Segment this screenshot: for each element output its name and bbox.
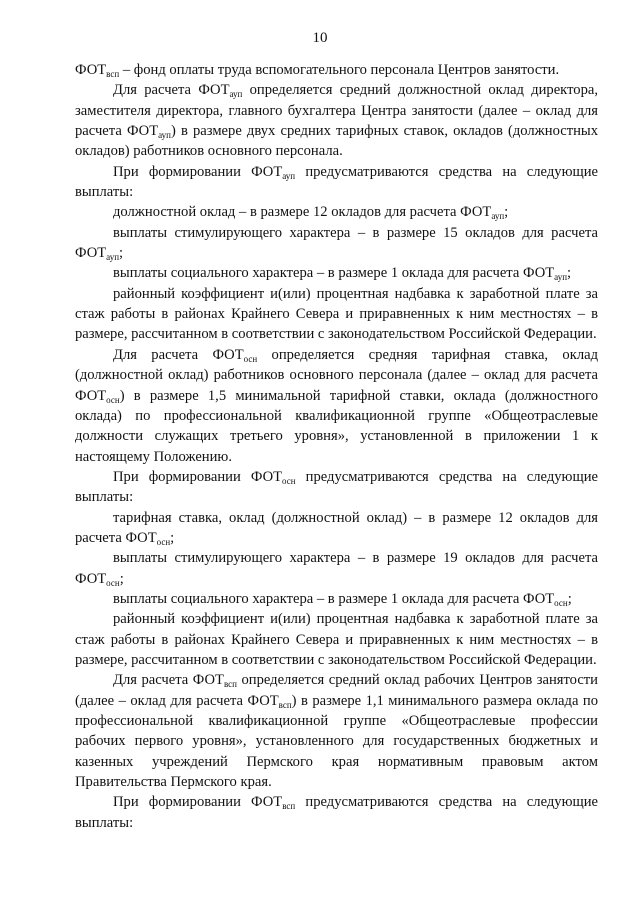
paragraph <box>75 223 598 264</box>
text-run: ; <box>119 245 124 262</box>
paragraph <box>75 548 598 589</box>
text-run: ; <box>504 204 509 221</box>
text-run: определяется средний должностной оклад директора, заместителя директора, главного бухгалтера Центра занятости (далее – оклад для расчета ФОТ <box>75 82 598 140</box>
subscript: осн <box>243 353 258 364</box>
text-run: должностной оклад – в размере 12 окладов для расчета ФОТ <box>113 204 492 221</box>
subscript: ауп <box>554 272 568 283</box>
text-run: – фонд оплаты труда вспомогательного персонала Центров занятости. <box>119 62 560 78</box>
subscript: ауп <box>229 89 243 100</box>
text-run: Для расчета ФОТ <box>113 672 224 689</box>
text-run: При формировании ФОТ <box>113 794 283 811</box>
subscript: осн <box>156 536 171 547</box>
paragraph <box>75 609 598 670</box>
text-run: выплаты стимулирующего характера – в размере 15 окладов для расчета ФОТ <box>75 224 598 262</box>
paragraph <box>75 263 598 283</box>
page-number: 10 <box>312 30 328 46</box>
paragraph <box>75 508 598 549</box>
subscript: осн <box>106 394 120 405</box>
text-run: Для расчета ФОТ <box>113 346 244 363</box>
text-run: ) в размере 1,1 минимального размера оклада по профессиональной квалификационной группе «Общеотраслевые профессии рабочих первого уровня», установленного для государственных бюджетных и казенных учреждений Пермского края нормативным правовым актом Правительства Пермского края. <box>75 692 598 791</box>
paragraph <box>75 345 598 467</box>
text-run: выплаты социального характера – в размере 1 оклада для расчета ФОТ <box>113 590 555 607</box>
text-run: определяется средний оклад рабочих Центров занятости (далее – оклад для расчета ФОТ <box>75 672 598 709</box>
subscript: ауп <box>282 170 296 181</box>
document-body <box>75 60 598 833</box>
text-run: ) в размере 1,5 минимальной тарифной ставки, оклада (должностного оклада) по профессиональной квалификационной группе «Общеотраслевые должности служащих третьего уровня», установленной в приложении 1 к настоящему Положению. <box>75 387 598 465</box>
text-run: ; <box>170 529 175 546</box>
text-run: выплаты стимулирующего характера – в размере 19 окладов для расчета ФОТ <box>75 550 598 587</box>
paragraph <box>75 467 598 508</box>
subscript: всп <box>282 801 296 812</box>
paragraph <box>75 792 598 833</box>
paragraph <box>75 670 598 792</box>
paragraph <box>75 162 598 203</box>
subscript: всп <box>223 679 237 690</box>
subscript: осн <box>554 597 568 608</box>
subscript: всп <box>278 699 292 710</box>
text-run: ; <box>567 265 572 282</box>
text-run: ; <box>567 590 572 607</box>
subscript: осн <box>282 475 296 486</box>
text-run: При формировании ФОТ <box>113 468 283 485</box>
text-run: тарифная ставка, оклад (должностной оклад) – в размере 12 окладов для расчета ФОТ <box>75 509 598 546</box>
text-run: ) в размере двух средних тарифных ставок, окладов (должностных окладов) работников основного персонала. <box>75 123 598 160</box>
text-run: предусматриваются средства на следующие выплаты: <box>75 468 598 506</box>
subscript: ауп <box>491 211 505 222</box>
paragraph <box>75 589 598 609</box>
text-run: предусматриваются средства на следующие выплаты: <box>75 163 598 201</box>
text-run: Для расчета ФОТ <box>113 82 230 99</box>
subscript: осн <box>106 577 120 588</box>
subscript: ауп <box>106 252 120 263</box>
text-run: предусматриваются средства на следующие выплаты: <box>75 794 598 831</box>
subscript: всп <box>106 69 120 79</box>
paragraph <box>75 60 598 80</box>
text-run: определяется средняя тарифная ставка, оклад (должностной оклад) работников основного персонала (далее – оклад для расчета ФОТ <box>75 346 599 404</box>
subscript: ауп <box>158 130 171 141</box>
paragraph <box>75 284 598 345</box>
paragraph <box>75 80 598 161</box>
text-run: выплаты социального характера – в размере 1 оклада для расчета ФОТ <box>113 265 555 282</box>
text-run: ; <box>119 570 124 587</box>
paragraph <box>75 202 598 222</box>
text-run: районный коэффициент и(или) процентная надбавка к заработной плате за стаж работы в районах Крайнего Севера и приравненных к ним местностях – в размере, рассчитанном в соответствии с законодательством Российской Федерации. <box>75 285 598 343</box>
text-run: районный коэффициент и(или) процентная надбавка к заработной плате за стаж работы в районах Крайнего Севера и приравненных к ним местностях – в размере, рассчитанном в соответствии с законодательством Российской Федерации. <box>75 611 598 668</box>
text-run: При формировании ФОТ <box>113 163 283 180</box>
text-run: ФОТ <box>75 62 107 78</box>
